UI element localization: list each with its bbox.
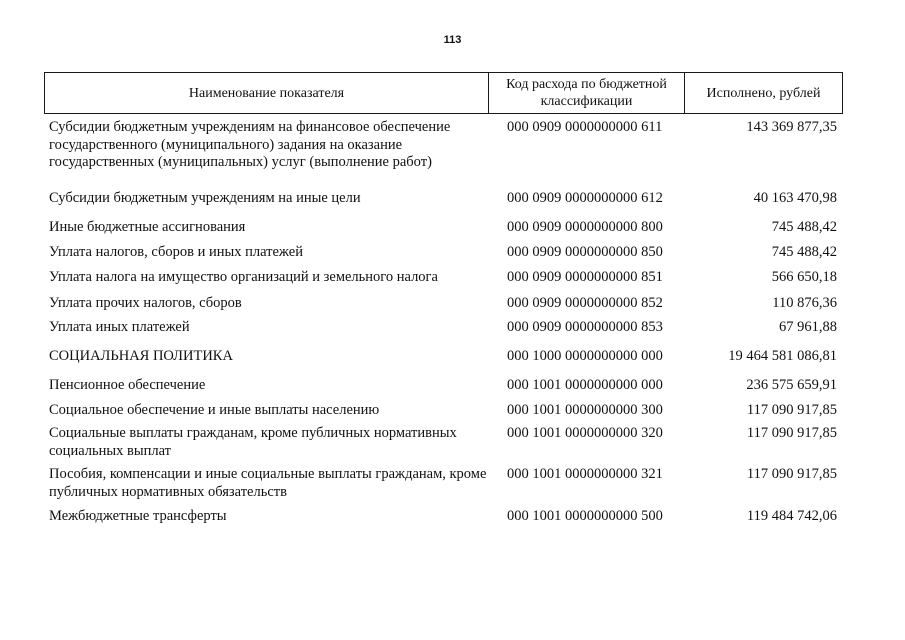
row-code: 000 1000 0000000000 000 xyxy=(507,348,663,364)
row-name: Межбюджетные трансферты xyxy=(49,508,227,524)
row-code: 000 1001 0000000000 000 xyxy=(507,377,663,393)
row-code: 000 1001 0000000000 321 xyxy=(507,466,663,482)
row-code: 000 0909 0000000000 853 xyxy=(507,319,663,335)
row-code: 000 0909 0000000000 850 xyxy=(507,244,663,260)
row-name: Уплата налога на имущество организаций и земельного налога xyxy=(49,269,438,285)
row-code: 000 0909 0000000000 611 xyxy=(507,119,663,135)
row-amount: 110 876,36 xyxy=(772,295,837,311)
row-name: Социальное обеспечение и иные выплаты населению xyxy=(49,402,380,418)
page-number: 113 xyxy=(443,34,462,46)
row-amount: 19 464 581 086,81 xyxy=(728,348,837,364)
row-code: 000 0909 0000000000 800 xyxy=(507,219,663,235)
row-amount: 117 090 917,85 xyxy=(746,466,837,482)
row-code: 000 1001 0000000000 500 xyxy=(507,508,663,524)
row-amount: 117 090 917,85 xyxy=(746,425,837,441)
header-code: Код расхода по бюджетной классификации xyxy=(489,73,685,113)
row-amount: 119 484 742,06 xyxy=(746,508,837,524)
row-code: 000 0909 0000000000 852 xyxy=(507,295,663,311)
row-amount: 745 488,42 xyxy=(771,244,837,260)
row-name: Уплата иных платежей xyxy=(49,319,190,335)
table-header xyxy=(44,72,843,114)
row-name: СОЦИАЛЬНАЯ ПОЛИТИКА xyxy=(49,348,233,364)
row-name: Социальные выплаты гражданам, кроме публичных нормативных социальных выплат xyxy=(49,425,457,459)
row-code: 000 1001 0000000000 300 xyxy=(507,402,663,418)
row-code: 000 0909 0000000000 851 xyxy=(507,269,663,285)
header-amount: Исполнено, рублей xyxy=(706,85,821,101)
row-amount: 67 961,88 xyxy=(779,319,837,335)
row-amount: 236 575 659,91 xyxy=(746,377,837,393)
row-name: Пенсионное обеспечение xyxy=(49,377,206,393)
row-name: Уплата налогов, сборов и иных платежей xyxy=(49,244,303,260)
row-amount: 143 369 877,35 xyxy=(746,119,837,135)
row-name: Уплата прочих налогов, сборов xyxy=(49,295,242,311)
row-amount: 117 090 917,85 xyxy=(746,402,837,418)
row-amount: 566 650,18 xyxy=(771,269,837,285)
header-name: Наименование показателя xyxy=(45,73,489,113)
row-amount: 40 163 470,98 xyxy=(753,190,837,206)
row-code: 000 0909 0000000000 612 xyxy=(507,190,663,206)
row-code: 000 1001 0000000000 320 xyxy=(507,425,663,441)
row-amount: 745 488,42 xyxy=(771,219,837,235)
row-name: Субсидии бюджетным учреждениям на иные цели xyxy=(49,190,361,206)
row-name: Иные бюджетные ассигнования xyxy=(49,219,246,235)
row-name: Субсидии бюджетным учреждениям на финансовое обеспечение государственного (муниципального) задания на оказание государственных (муниципальных) услуг (выполнение работ) xyxy=(49,119,451,170)
row-name: Пособия, компенсации и иные социальные выплаты гражданам, кроме публичных нормативных обязательств xyxy=(49,466,487,500)
